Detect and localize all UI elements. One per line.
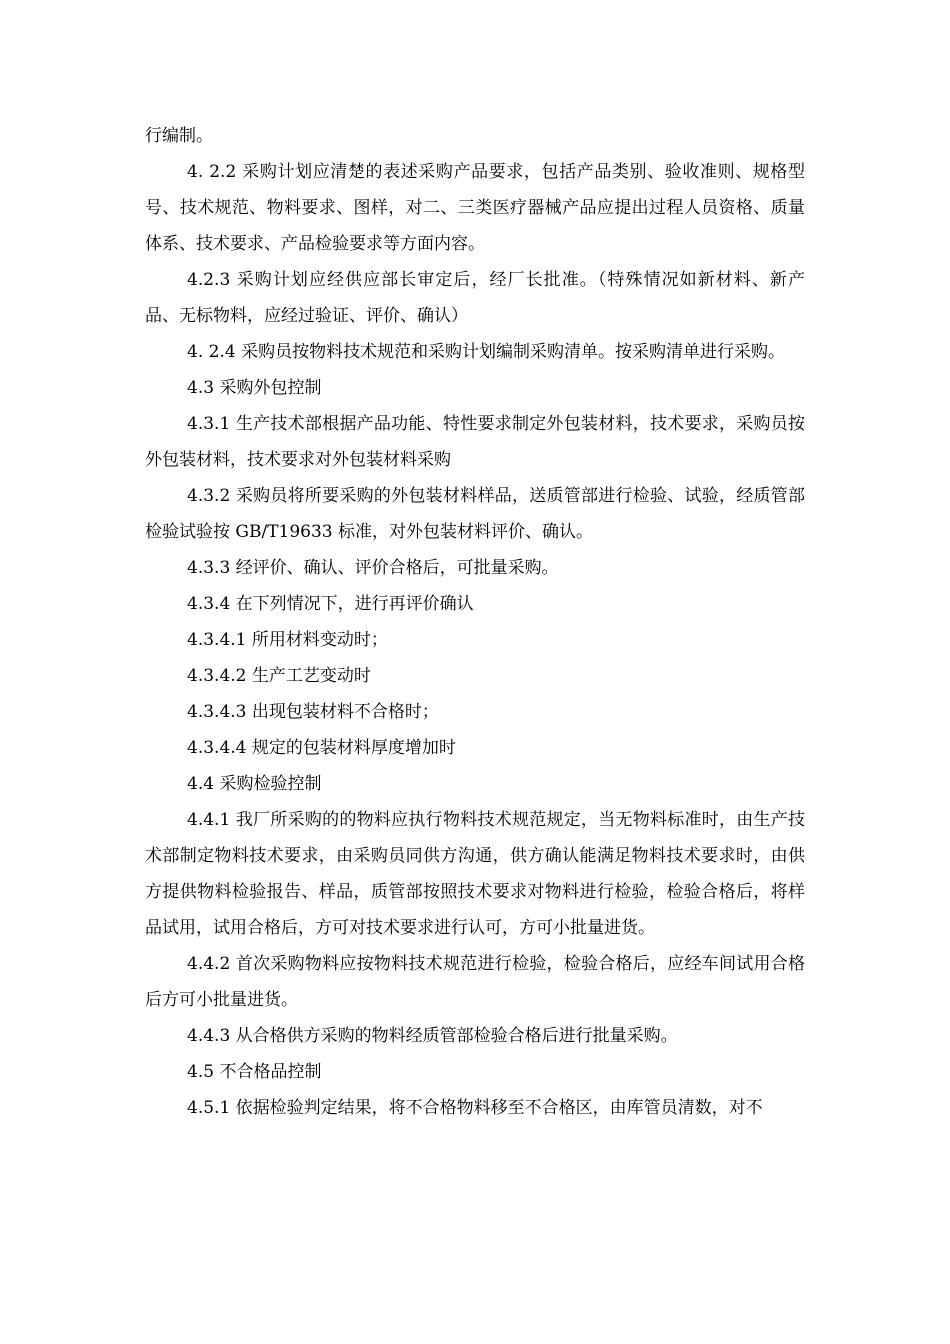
list-item-4-3-4-3: 4.3.4.3 出现包装材料不合格时； bbox=[187, 702, 439, 722]
paragraph-4-3-3: 4.3.3 经评价、确认、评价合格后，可批量采购。 bbox=[187, 558, 559, 578]
paragraph-4-5-1: 4.5.1 依据检验判定结果，将不合格物料移至不合格区，由库管员清数，对不 bbox=[187, 1098, 763, 1118]
paragraph-4-4-2: 4.4.2 首次采购物料应按物料技术规范进行检验，检验合格后，应经车间试用合格后方可小批量进货。 bbox=[145, 954, 805, 1010]
list-item-4-3-4-2: 4.3.4.2 生产工艺变动时 bbox=[187, 666, 371, 686]
paragraph-4-3-4: 4.3.4 在下列情况下，进行再评价确认 bbox=[187, 594, 474, 614]
paragraph-continuation: 行编制。 bbox=[145, 126, 213, 146]
document-body bbox=[145, 118, 805, 1126]
paragraph-4-2-3: 4.2.3 采购计划应经供应部长审定后，经厂长批准。（特殊情况如新材料、新产品、无标物料，应经过验证、评价、确认） bbox=[145, 270, 805, 326]
paragraph-4-3-1: 4.3.1 生产技术部根据产品功能、特性要求制定外包装材料，技术要求，采购员按外包装材料，技术要求对外包装材料采购 bbox=[145, 414, 805, 470]
section-heading-4-3: 4.3 采购外包控制 bbox=[187, 378, 322, 398]
section-heading-4-5: 4.5 不合格品控制 bbox=[187, 1062, 322, 1082]
paragraph-4-2-4: 4. 2.4 采购员按物料技术规范和采购计划编制采购清单。按采购清单进行采购。 bbox=[187, 342, 786, 362]
list-item-4-3-4-4: 4.3.4.4 规定的包装材料厚度增加时 bbox=[187, 738, 456, 758]
section-heading-4-4: 4.4 采购检验控制 bbox=[187, 774, 322, 794]
paragraph-4-4-3: 4.4.3 从合格供方采购的物料经质管部检验合格后进行批量采购。 bbox=[187, 1026, 678, 1046]
paragraph-4-3-2: 4.3.2 采购员将所要采购的外包装材料样品，送质管部进行检验、试验，经质管部检验试验按 GB/T19633 标准，对外包装材料评价、确认。 bbox=[145, 486, 805, 542]
list-item-4-3-4-1: 4.3.4.1 所用材料变动时； bbox=[187, 630, 388, 650]
paragraph-4-2-2: 4. 2.2 采购计划应清楚的表述采购产品要求，包括产品类别、验收准则、规格型号、技术规范、物料要求、图样，对二、三类医疗器械产品应提出过程人员资格、质量体系、技术要求、产品检验要求等方面内容。 bbox=[145, 162, 805, 254]
paragraph-4-4-1: 4.4.1 我厂所采购的的物料应执行物料技术规范规定，当无物料标准时，由生产技术部制定物料技术要求，由采购员同供方沟通，供方确认能满足物料技术要求时，由供方提供物料检验报告、样品，质管部按照技术要求对物料进行检验，检验合格后，将样品试用，试用合格后，方可对技术要求进行认可，方可小批量进货。 bbox=[145, 810, 805, 938]
